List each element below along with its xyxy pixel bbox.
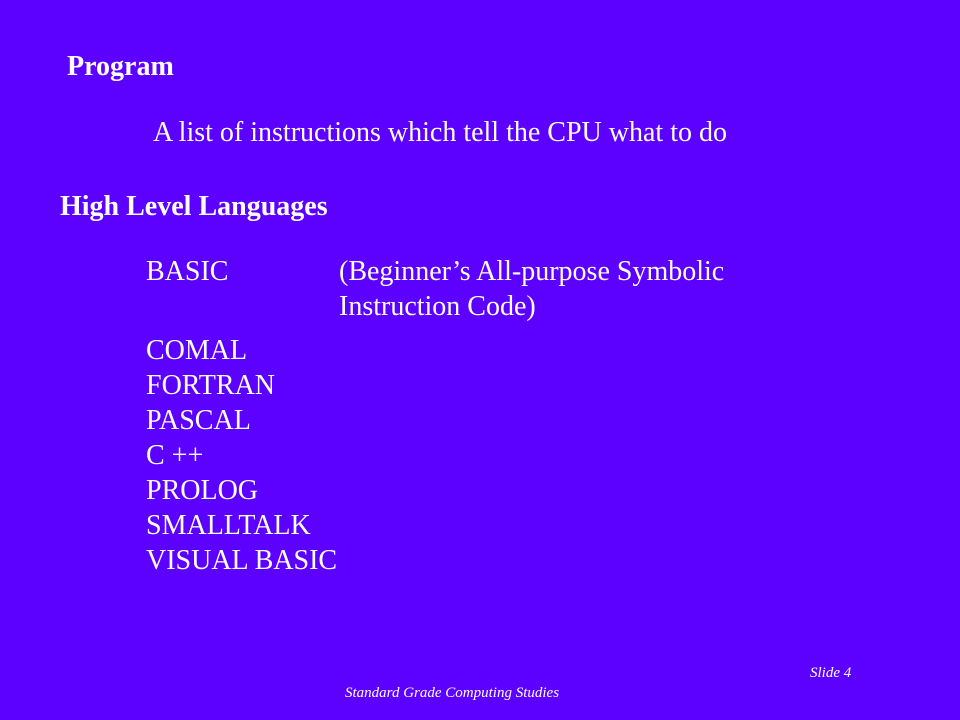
program-heading: Program bbox=[67, 51, 174, 82]
language-name: SMALLTALK bbox=[146, 510, 311, 541]
language-row-fortran bbox=[146, 368, 846, 403]
language-row-smalltalk bbox=[146, 508, 846, 543]
language-row-prolog bbox=[146, 473, 846, 508]
language-name: FORTRAN bbox=[146, 370, 276, 401]
language-name: VISUAL BASIC bbox=[146, 545, 338, 576]
language-row-basic bbox=[146, 254, 846, 333]
language-description: (Beginner’s All-purpose Symbolic Instruction Code) bbox=[339, 256, 725, 322]
languages-list bbox=[146, 254, 846, 578]
language-name: BASIC bbox=[146, 256, 229, 287]
footer-course-title: Standard Grade Computing Studies bbox=[345, 685, 560, 701]
slide-number: Slide 4 bbox=[810, 665, 852, 681]
program-definition: A list of instructions which tell the CPU what to do bbox=[153, 117, 727, 148]
language-name: PROLOG bbox=[146, 475, 259, 506]
language-name: PASCAL bbox=[146, 405, 251, 436]
language-row-visual-basic bbox=[146, 543, 846, 578]
language-row-cplusplus bbox=[146, 438, 846, 473]
language-name: COMAL bbox=[146, 335, 248, 366]
language-row-pascal bbox=[146, 403, 846, 438]
language-row-comal bbox=[146, 333, 846, 368]
language-name: C ++ bbox=[146, 440, 204, 471]
languages-heading: High Level Languages bbox=[60, 191, 328, 222]
